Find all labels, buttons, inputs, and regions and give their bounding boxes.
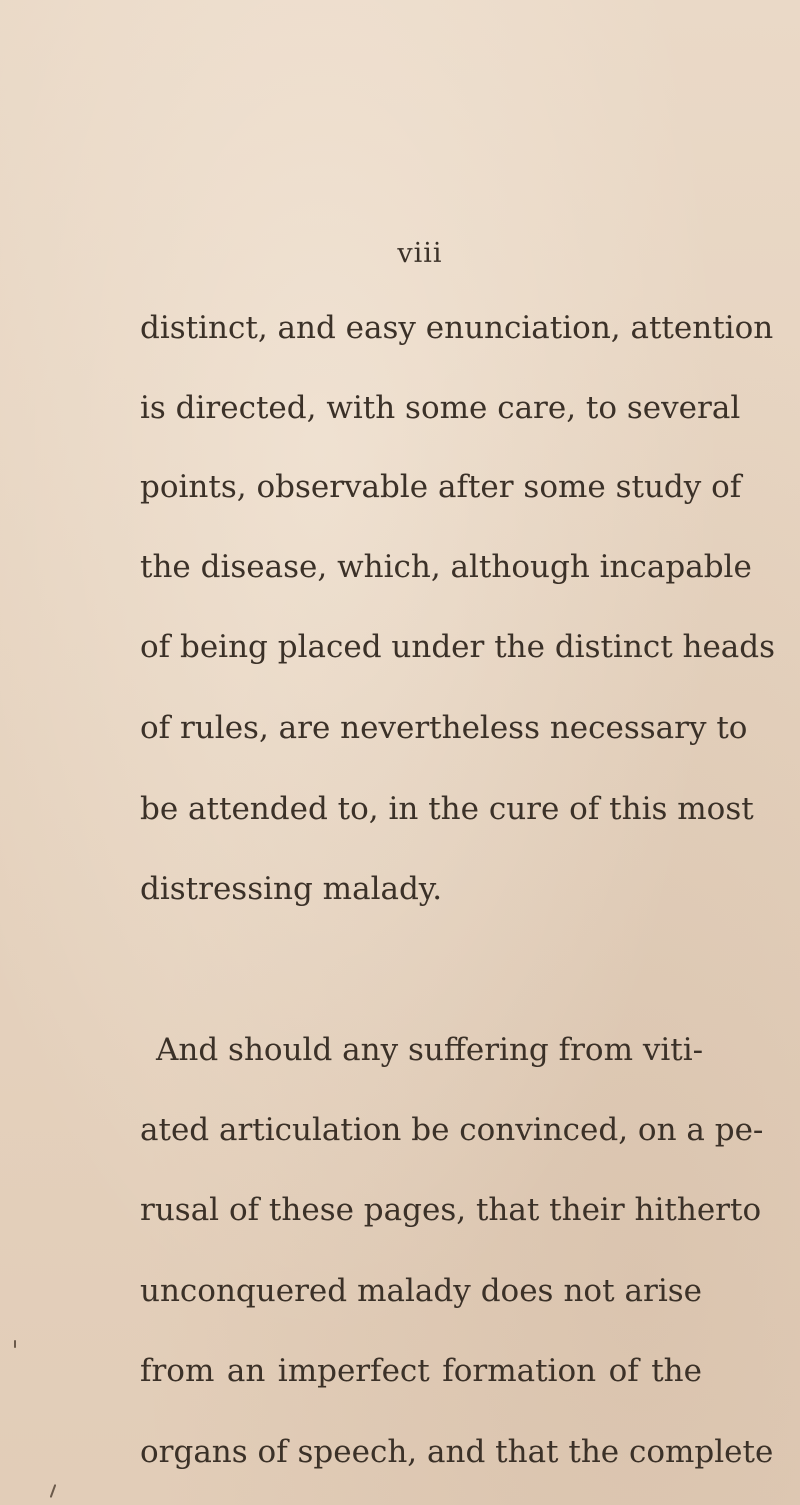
text-line: be attended to, in the cure of this most (140, 791, 754, 827)
text-line: unconquered malady does not arise (140, 1273, 702, 1309)
paper-speck (50, 1484, 57, 1498)
page-number: viii (397, 238, 443, 269)
paper-speck (14, 1340, 16, 1348)
text-line: is directed, with some care, to several (140, 390, 741, 426)
text-line: ated articulation be convinced, on a pe- (140, 1112, 764, 1148)
text-line: points, observable after some study of (140, 469, 742, 505)
text-line: distressing malady. (140, 871, 443, 907)
text-line: organs of speech, and that the complete (140, 1434, 774, 1470)
text-line: rusal of these pages, that their hitherto (140, 1192, 762, 1228)
text-line: of rules, are nevertheless necessary to (140, 710, 748, 746)
text-line: the disease, which, although incapable (140, 549, 752, 585)
text-line: And should any suffering from viti- (156, 1032, 704, 1068)
text-line: of being placed under the distinct heads (140, 629, 776, 665)
text-line: from an imperfect formation of the (140, 1353, 702, 1389)
text-line: distinct, and easy enunciation, attention (140, 310, 774, 346)
